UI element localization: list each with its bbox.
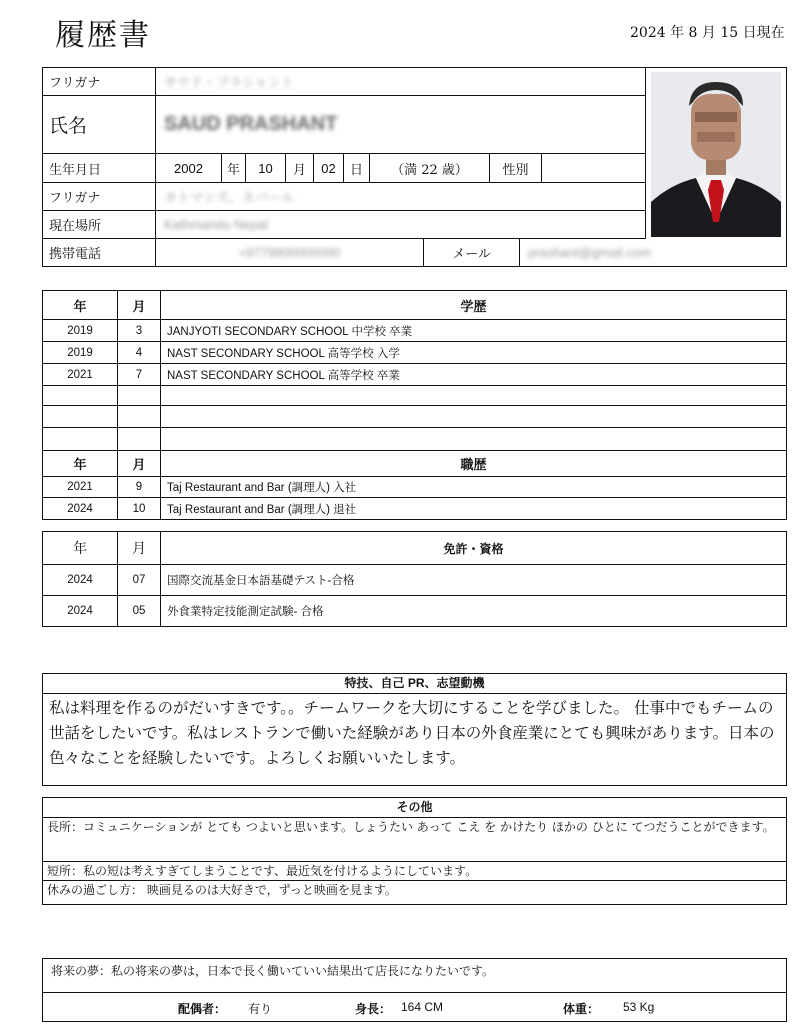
edu-text [161, 386, 787, 406]
edu-text [161, 406, 787, 428]
license-text: 国際交流基金日本語基礎テスト-合格 [161, 565, 787, 596]
license-year: 2024 [43, 565, 118, 596]
email-value: prashant@gmail.com [528, 245, 652, 260]
edu-month: 7 [118, 364, 161, 386]
work-text: Taj Restaurant and Bar (調理人) 退社 [161, 498, 787, 520]
edu-col-year: 年 [43, 291, 118, 320]
table-row [43, 406, 787, 428]
gender-value [542, 154, 646, 183]
edu-heading: 学歴 [161, 291, 787, 320]
license-col-year: 年 [43, 532, 118, 565]
edu-year: 2019 [43, 320, 118, 342]
page-title: 履歴書 [55, 18, 151, 53]
work-year: 2024 [43, 498, 118, 520]
other-heading: その他 [43, 798, 786, 818]
gender-label: 性別 [490, 154, 542, 183]
profile-photo [651, 72, 781, 237]
edu-month [118, 406, 161, 428]
work-heading: 職歴 [161, 451, 787, 477]
self-pr-heading: 特技、自己 PR、志望動機 [43, 674, 786, 694]
height-value: 164 CM [401, 1000, 444, 1014]
work-col-month: 月 [118, 451, 161, 477]
dob-month: 10 [246, 154, 286, 183]
edu-year [43, 386, 118, 406]
email-label: メール [424, 239, 520, 266]
edu-year [43, 406, 118, 428]
name-value: SAUD PRASHANT [156, 96, 646, 154]
strength-text: 長所：コミュニケーションが とても つよいと思います。しょうたい あって こえ を かけたり ほかの ひとに てつだうことができます。 [43, 818, 786, 862]
person-photo-icon [651, 72, 781, 237]
table-row [43, 428, 787, 451]
work-text: Taj Restaurant and Bar (調理人) 入社 [161, 477, 787, 498]
future-dream-text: 将来の夢：私の将来の夢は，日本で長く働いていい結果出て店長になりたいです。 [43, 959, 786, 993]
spouse-value: 有り [248, 1002, 273, 1016]
spouse-label: 配偶者： [178, 1002, 227, 1016]
edu-month [118, 428, 161, 451]
table-row [43, 565, 787, 596]
self-pr-section [42, 673, 787, 786]
edu-year: 2019 [43, 342, 118, 364]
phone-value: +9779800000000 [156, 239, 424, 266]
furigana-label: フリガナ [43, 68, 156, 96]
name-label: 氏名 [43, 96, 156, 154]
edu-text: JANJYOTI SECONDARY SCHOOL 中学校 卒業 [161, 320, 787, 342]
dob-day-unit: 日 [344, 154, 370, 183]
licenses-table [42, 531, 787, 627]
edu-year [43, 428, 118, 451]
edu-month [118, 386, 161, 406]
address-furigana-value: カトマンズ、ネパール [156, 183, 646, 211]
document-date: 2024 年 8 月 15 日現在 [630, 25, 785, 41]
table-row [43, 596, 787, 627]
table-row [43, 477, 787, 498]
table-row [43, 320, 787, 342]
phone-label: 携帯電話 [43, 239, 156, 266]
license-month: 07 [118, 565, 161, 596]
table-row [43, 498, 787, 520]
address-label: 現在場所 [43, 211, 156, 239]
weight-label: 体重： [563, 1002, 600, 1016]
work-col-year: 年 [43, 451, 118, 477]
table-row [43, 386, 787, 406]
edu-year: 2021 [43, 364, 118, 386]
furigana-value: サウド・プラシャント [156, 68, 646, 96]
dob-year-unit: 年 [222, 154, 246, 183]
table-row [43, 342, 787, 364]
edu-text [161, 428, 787, 451]
address-value: Kathmandu Nepal [156, 211, 646, 239]
edu-month: 3 [118, 320, 161, 342]
license-heading: 免許・資格 [161, 532, 787, 565]
edu-text: NAST SECONDARY SCHOOL 高等学校 入学 [161, 342, 787, 364]
dob-day: 02 [314, 154, 344, 183]
height-label: 身長： [355, 1002, 392, 1016]
license-year: 2024 [43, 596, 118, 627]
edu-col-month: 月 [118, 291, 161, 320]
work-month: 9 [118, 477, 161, 498]
license-col-month: 月 [118, 532, 161, 565]
self-pr-text: 私は料理を作るのがだいすきです。。チームワークを大切にすることを学びました。 仕事中でもチームの世話をしたいです。私はレストランで働いた経験があり日本の外食産業にとても興味があります。日本の色々なことを経験したいです。よろしくお願いいたします。 [49, 699, 775, 767]
future-section [42, 958, 787, 1022]
table-row [43, 364, 787, 386]
weight-value: 53 Kg [623, 1000, 655, 1014]
address-furigana-label: フリガナ [43, 183, 156, 211]
other-section [42, 797, 787, 905]
dob-year: 2002 [156, 154, 222, 183]
dob-month-unit: 月 [286, 154, 314, 183]
work-year: 2021 [43, 477, 118, 498]
personal-info-section [42, 67, 787, 267]
dob-label: 生年月日 [43, 154, 156, 183]
weakness-text: 短所：私の短は考えすぎてしまうことです、最近気を付けるようにしています。 [43, 862, 786, 881]
work-month: 10 [118, 498, 161, 520]
license-month: 05 [118, 596, 161, 627]
edu-month: 4 [118, 342, 161, 364]
education-work-table [42, 290, 787, 520]
edu-text: NAST SECONDARY SCHOOL 高等学校 卒業 [161, 364, 787, 386]
holiday-text: 休みの過ごし方： 映画見るのは大好きで，ずっと映画を見ます。 [47, 883, 397, 897]
personal-stats [43, 993, 786, 1021]
license-text: 外食業特定技能測定試験- 合格 [161, 596, 787, 627]
age-text: （満 22 歳） [370, 154, 490, 183]
